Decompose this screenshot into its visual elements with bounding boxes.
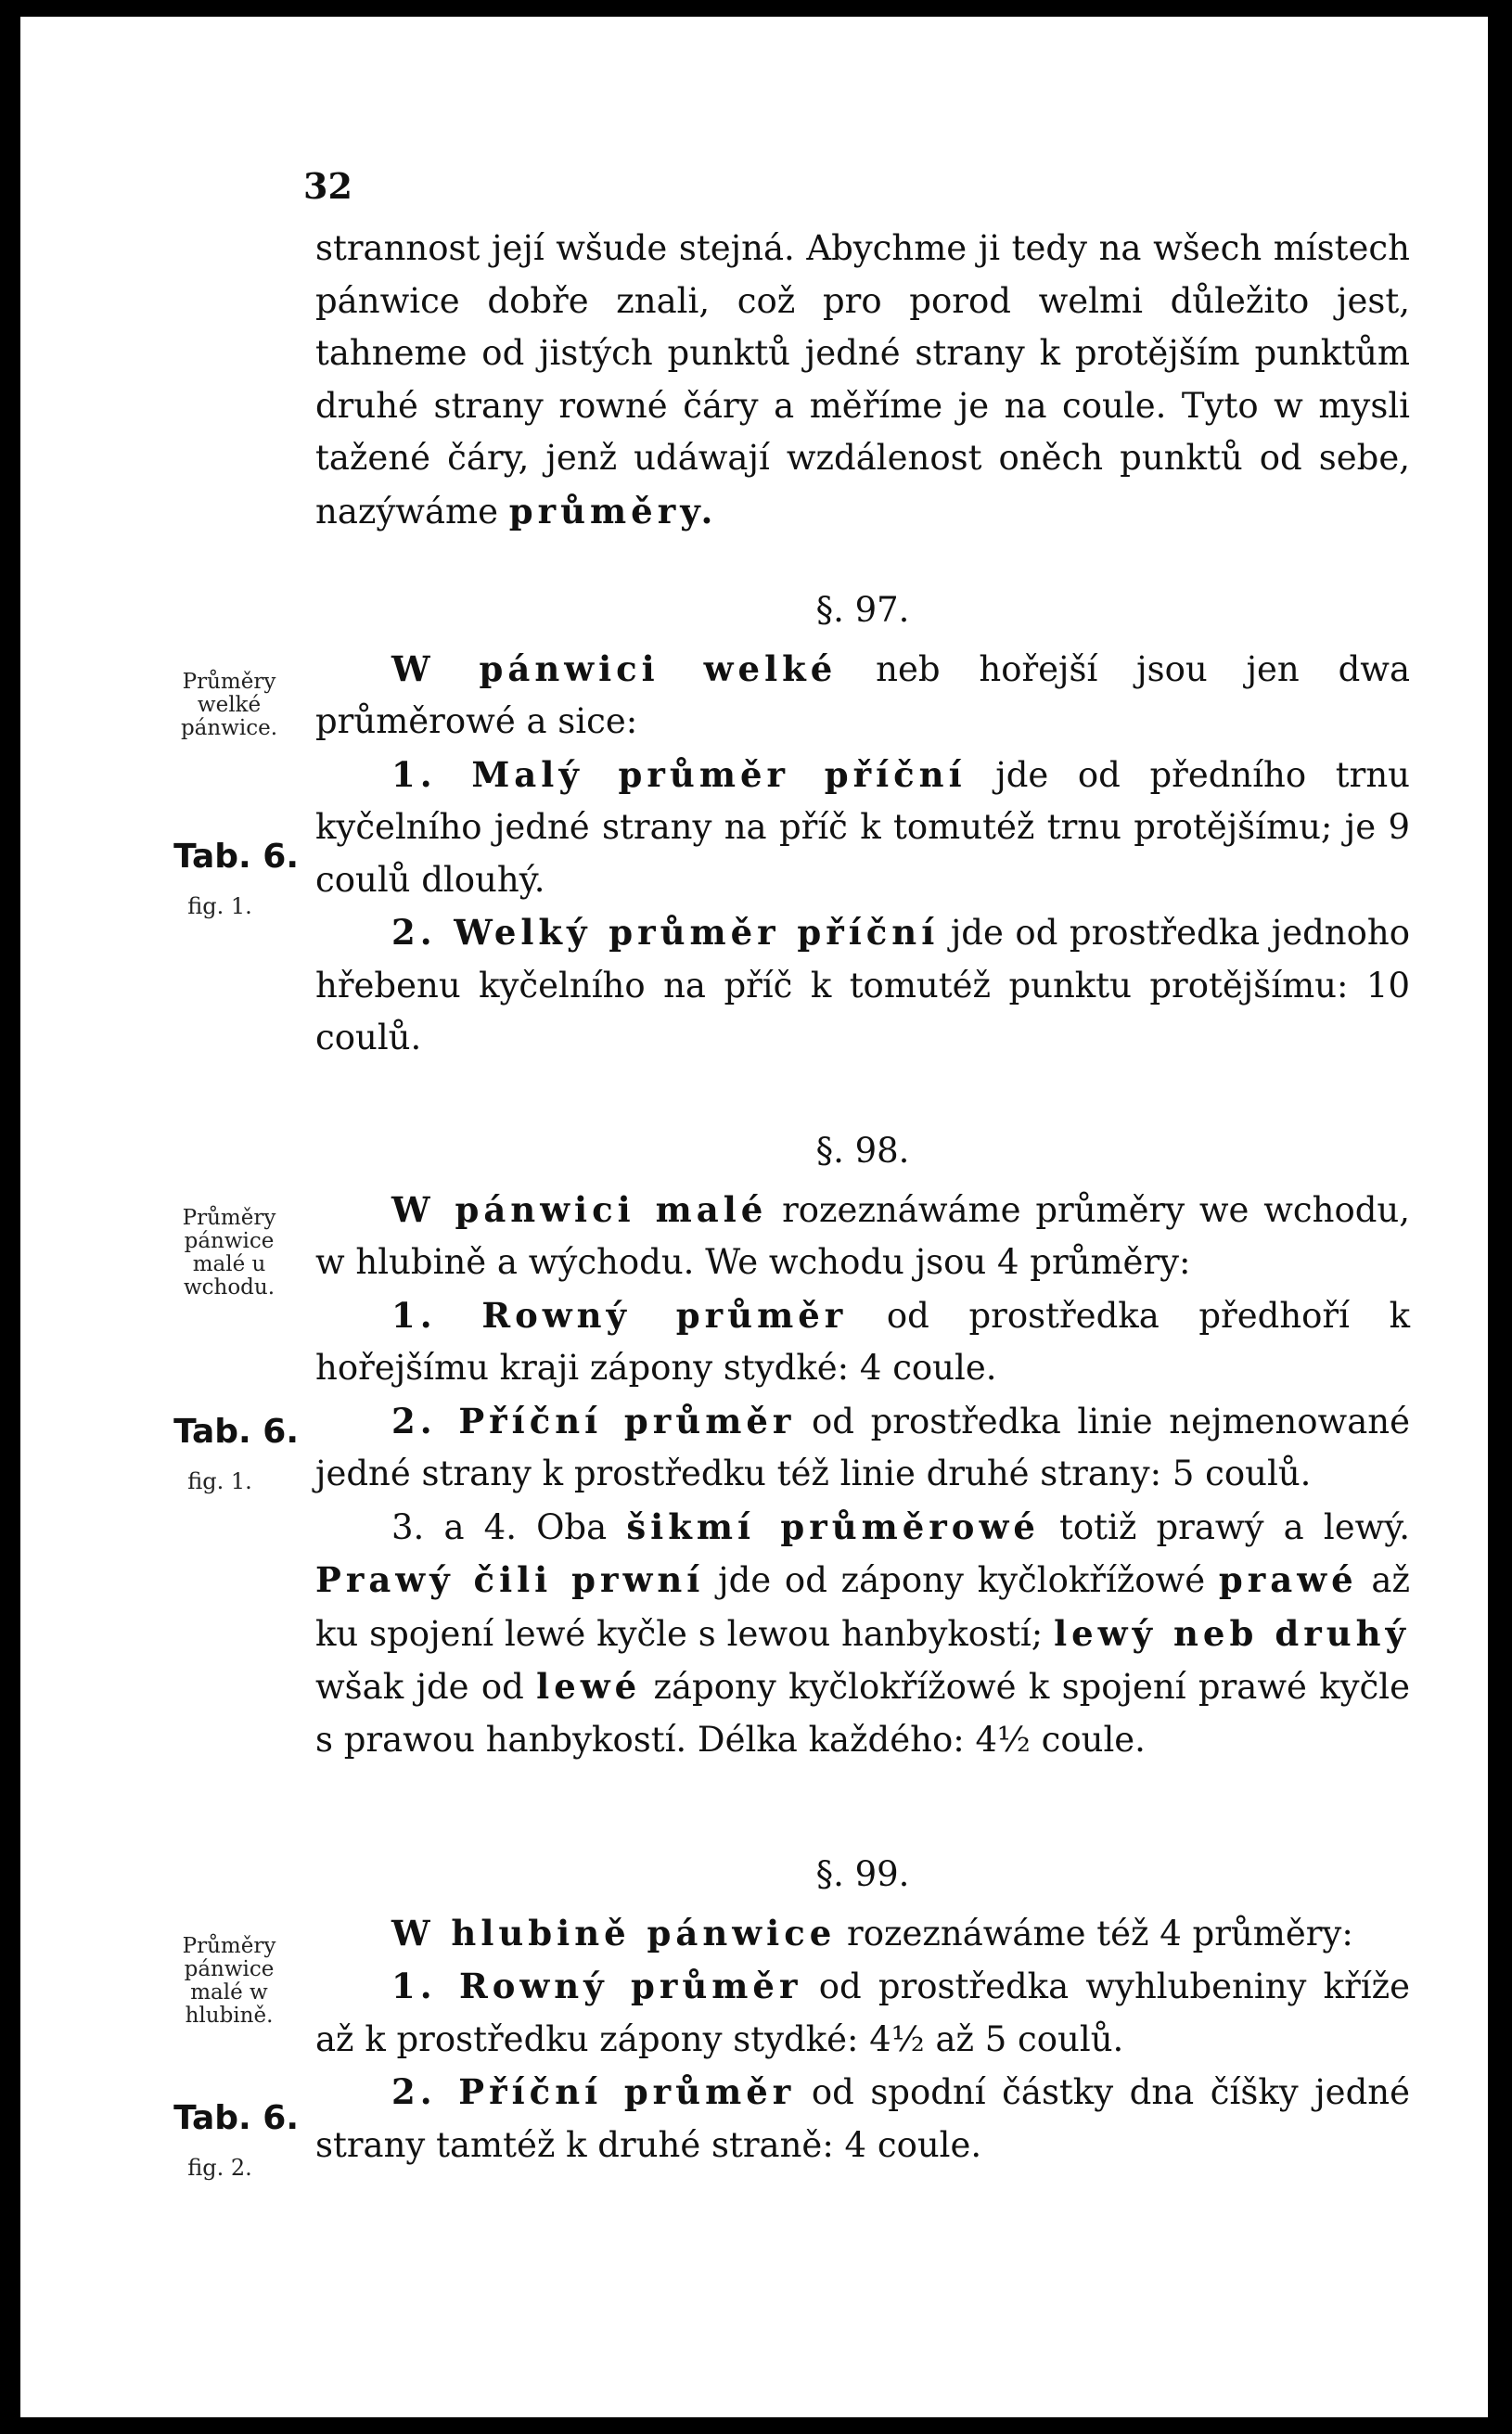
margin-note-98: Průměry pánwice malé u wchodu. (182, 1206, 276, 1300)
section-99-item-2: 2. Příční průměr od spodní částky dna číšky jedné strany tamtéž k druhé straně: 4 coule. (315, 2071, 1410, 2165)
fig-ref-97: fig. 1. (187, 893, 252, 919)
tab-ref-99: Tab. 6. (173, 2099, 299, 2137)
section-97-intro: W pánwici welké neb hořejší jsou jen dwa průměrowé a sice: (315, 647, 1410, 741)
margin-note-97: Průměry welké pánwice. (180, 670, 278, 740)
book-page (20, 17, 1488, 2417)
section-98-item-1: 1. Rowný průměr od prostředka předhoří k hořejšímu kraji zápony stydké: 4 coule. (315, 1294, 1411, 1388)
tab-ref-98: Tab. 6. (173, 1413, 299, 1451)
section-99-intro: W hlubině pánwice rozeznáwáme též 4 průměry: (391, 1912, 1353, 1954)
section-97-heading: §. 97. (815, 590, 910, 630)
intro-term: průměry. (508, 490, 718, 532)
section-98-heading: §. 98. (815, 1131, 910, 1171)
section-98 (315, 1125, 1410, 1766)
section-98-item-3: 3. a 4. Oba šikmí průměrowé totiž prawý a lewý. Prawý čili prwní jde od zápony kyčlokřížowé prawé až ku spojení lewé kyčle s lewou hanbykostí; lewý neb druhý wšak jde od lewé zápony kyčlokřížowé k spojení prawé kyčle s prawou hanbykostí. Délka každého: 4½ coule. (315, 1505, 1411, 1760)
intro-text: strannost její wšude stejná. Abychme ji tedy na wšech místech pánwice dobře znali, což pro porod welmi důležito jest, tahneme od jistých punktů jedné strany k protějším punktům druhé strany rowné čáry a měříme je na coule. Tyto w mysli tažené čáry, jenž udáwají wzdálenost oněch punktů od sebe, nazýwáme (315, 228, 1410, 532)
fig-ref-98: fig. 1. (187, 1468, 252, 1494)
section-98-intro: W pánwici malé rozeznáwáme průměry we wchodu, w hlubině a wýchodu. We wchodu jsou 4 průměry: (315, 1188, 1410, 1282)
margin-note-99: Průměry pánwice malé w hlubině. (182, 1934, 276, 2028)
section-97-item-1: 1. Malý průměr příční jde od předního trnu kyčelního jedné strany na příč k tomutéž trnu protějšímu; je 9 coulů dlouhý. (315, 753, 1410, 900)
section-99-heading: §. 99. (815, 1854, 910, 1894)
fig-ref-99: fig. 2. (187, 2155, 252, 2181)
section-98-item-2: 2. Příční průměr od prostředka linie nejmenowané jedné strany k prostředku též linie druhé strany: 5 coulů. (315, 1400, 1410, 1493)
section-99 (315, 1849, 1410, 2171)
section-97-item-2: 2. Welký průměr příční jde od prostředka jednoho hřebenu kyčelního na příč k tomutéž punktu protějšímu: 10 coulů. (315, 912, 1410, 1057)
page-number: 32 (303, 165, 352, 207)
section-97 (315, 584, 1410, 1065)
intro-paragraph (315, 223, 1410, 538)
tab-ref-97: Tab. 6. (173, 838, 299, 876)
section-99-item-1: 1. Rowný průměr od prostředka wyhlubeniny kříže až k prostředku zápony stydké: 4½ až 5 coulů. (315, 1966, 1410, 2059)
